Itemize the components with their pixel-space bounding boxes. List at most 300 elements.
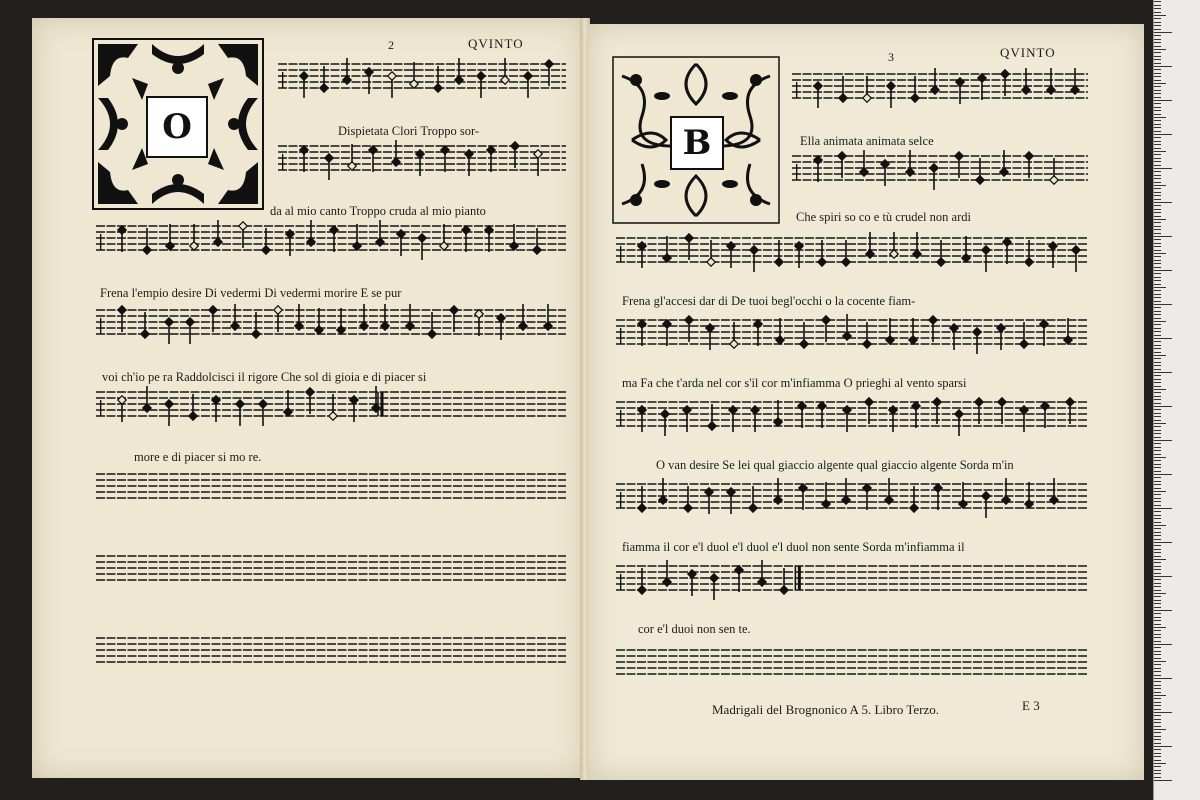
ruler-tick xyxy=(1154,617,1161,618)
ruler-tick xyxy=(1154,641,1161,642)
ruler-tick xyxy=(1154,141,1161,142)
lyric-line: cor e'l duoi non sen te. xyxy=(638,622,751,636)
ruler-tick xyxy=(1154,348,1161,349)
ruler-tick xyxy=(1154,501,1161,502)
music-staff xyxy=(96,216,566,266)
note xyxy=(465,150,473,176)
ruler-tick xyxy=(1154,42,1161,43)
ruler-tick xyxy=(1154,161,1161,162)
ruler-tick xyxy=(1154,712,1172,713)
ruler-tick xyxy=(1154,671,1161,672)
note xyxy=(706,324,714,350)
ruler-tick xyxy=(1154,542,1172,543)
ruler-tick xyxy=(1154,63,1161,64)
ruler-tick xyxy=(1154,182,1161,183)
ruler-tick xyxy=(1154,403,1161,404)
ruler-tick xyxy=(1154,511,1161,512)
note xyxy=(735,566,743,592)
ruler-tick xyxy=(1154,222,1161,223)
note xyxy=(118,396,126,422)
note xyxy=(962,236,970,262)
ruler-tick xyxy=(1154,450,1161,451)
note xyxy=(889,406,897,432)
note xyxy=(1003,238,1011,264)
ruler-tick xyxy=(1154,430,1161,431)
ruler-tick xyxy=(1154,590,1161,591)
ruler-tick xyxy=(1154,233,1161,234)
music-staff xyxy=(278,136,566,186)
ruler-tick xyxy=(1154,239,1161,240)
note xyxy=(978,74,986,100)
ruler-tick xyxy=(1154,566,1161,567)
note xyxy=(663,560,671,586)
ruler-tick xyxy=(1154,426,1161,427)
ruler-tick xyxy=(1154,692,1161,693)
note xyxy=(661,410,669,436)
note xyxy=(1020,406,1028,432)
ruler-tick xyxy=(1154,280,1161,281)
note xyxy=(118,226,126,252)
note xyxy=(860,150,868,176)
note xyxy=(388,72,396,98)
ruler-tick xyxy=(1154,494,1161,495)
ruler-tick xyxy=(1154,32,1172,33)
ruler-tick xyxy=(1154,729,1166,730)
note xyxy=(890,232,898,258)
note xyxy=(776,318,784,344)
music-staff xyxy=(616,556,1088,606)
note xyxy=(212,396,220,422)
note xyxy=(343,58,351,84)
ruler-tick xyxy=(1154,437,1161,438)
ruler-tick xyxy=(1154,664,1161,665)
ruler-tick xyxy=(1154,290,1161,291)
ruler-tick xyxy=(1154,165,1161,166)
note xyxy=(727,242,735,268)
ruler-tick xyxy=(1154,579,1161,580)
ruler-tick xyxy=(1154,80,1161,81)
ruler-tick xyxy=(1154,474,1172,475)
right-decorative-initial xyxy=(612,56,780,224)
ruler-tick xyxy=(1154,627,1166,628)
note xyxy=(982,492,990,518)
ruler-tick xyxy=(1154,556,1161,557)
svg-text:|: | xyxy=(618,325,624,344)
ruler-tick xyxy=(1154,732,1161,733)
note xyxy=(1002,478,1010,504)
note xyxy=(475,310,483,336)
note xyxy=(1025,482,1033,508)
ruler-tick xyxy=(1154,749,1161,750)
ruler-tick xyxy=(1154,209,1161,210)
ruler-tick xyxy=(1154,610,1172,611)
note xyxy=(485,226,493,252)
ruler-tick xyxy=(1154,352,1161,353)
ruler-tick xyxy=(1154,1,1161,2)
note xyxy=(758,560,766,586)
note xyxy=(416,150,424,176)
ruler-tick xyxy=(1154,518,1161,519)
note xyxy=(1050,478,1058,504)
ruler-tick xyxy=(1154,324,1161,325)
svg-text:|: | xyxy=(794,161,800,180)
ruler-tick xyxy=(1154,76,1161,77)
right-page-header: QVINTO xyxy=(1000,45,1056,60)
note xyxy=(818,402,826,428)
ruler-tick xyxy=(1154,460,1161,461)
ruler-tick xyxy=(1154,491,1166,492)
note xyxy=(325,154,333,180)
note xyxy=(418,234,426,260)
ruler-tick xyxy=(1154,86,1161,87)
ruler-tick xyxy=(1154,284,1161,285)
ruler-tick xyxy=(1154,386,1161,387)
ruler-tick xyxy=(1154,399,1161,400)
ruler-tick xyxy=(1154,770,1161,771)
svg-text:|: | xyxy=(618,571,624,590)
note xyxy=(544,304,552,330)
ruler-tick xyxy=(1154,743,1161,744)
note xyxy=(814,156,822,182)
ruler-tick xyxy=(1154,151,1166,152)
ruler-tick xyxy=(1154,647,1161,648)
note xyxy=(524,72,532,98)
ruler-tick xyxy=(1154,18,1161,19)
ruler-tick xyxy=(1154,250,1161,251)
svg-text:|: | xyxy=(98,397,104,416)
ruler-tick xyxy=(1154,277,1161,278)
ruler-tick xyxy=(1154,416,1161,417)
note xyxy=(638,320,646,346)
ruler-tick xyxy=(1154,365,1161,366)
lyric-line: da al mio canto Troppo cruda al mio pianto xyxy=(270,204,486,218)
music-staff xyxy=(96,628,566,678)
ruler-tick xyxy=(1154,552,1161,553)
music-staff xyxy=(616,310,1088,360)
ruler-tick xyxy=(1154,253,1166,254)
note xyxy=(886,318,894,344)
music-staff xyxy=(278,54,566,104)
music-staff xyxy=(616,392,1088,442)
ruler-tick xyxy=(1154,681,1161,682)
note xyxy=(959,482,967,508)
note xyxy=(1040,320,1048,346)
note xyxy=(295,304,303,330)
ruler-tick xyxy=(1154,358,1161,359)
music-staff xyxy=(616,228,1088,278)
ruler-tick xyxy=(1154,8,1161,9)
note xyxy=(315,308,323,334)
ruler-tick xyxy=(1154,216,1161,217)
ruler-tick xyxy=(1154,110,1161,111)
note xyxy=(360,304,368,330)
note xyxy=(885,478,893,504)
ruler-tick xyxy=(1154,263,1161,264)
ruler-tick xyxy=(1154,158,1161,159)
ruler-tick xyxy=(1154,600,1161,601)
note xyxy=(214,220,222,246)
note xyxy=(1000,150,1008,176)
note xyxy=(912,402,920,428)
ruler-tick xyxy=(1154,705,1161,706)
note xyxy=(186,318,194,344)
ruler-tick xyxy=(1154,658,1161,659)
lyric-line: ma Fa che t'arda nel cor s'il cor m'infiamma O prieghi al vento sparsi xyxy=(622,376,967,390)
note xyxy=(881,160,889,186)
ruler-tick xyxy=(1154,331,1161,332)
ruler-tick xyxy=(1154,168,1172,169)
ruler-tick xyxy=(1154,314,1161,315)
ruler-tick xyxy=(1154,471,1161,472)
ruler-tick xyxy=(1154,246,1161,247)
note xyxy=(843,406,851,432)
note xyxy=(143,386,151,412)
note xyxy=(688,570,696,596)
note xyxy=(997,324,1005,350)
ruler-tick xyxy=(1154,420,1161,421)
left-decorative-initial xyxy=(92,38,264,210)
measurement-ruler xyxy=(1153,0,1200,800)
ruler-tick xyxy=(1154,481,1161,482)
ruler-tick xyxy=(1154,273,1161,274)
signature-mark: E 3 xyxy=(1022,698,1040,713)
ruler-tick xyxy=(1154,695,1166,696)
ruler-tick xyxy=(1154,137,1161,138)
ruler-tick xyxy=(1154,780,1172,781)
note xyxy=(887,82,895,108)
ruler-tick xyxy=(1154,573,1161,574)
ruler-tick xyxy=(1154,522,1161,523)
ruler-tick xyxy=(1154,90,1161,91)
ruler-tick xyxy=(1154,243,1161,244)
ruler-tick xyxy=(1154,688,1161,689)
ruler-tick xyxy=(1154,56,1161,57)
ruler-tick xyxy=(1154,328,1161,329)
note xyxy=(406,304,414,330)
ruler-tick xyxy=(1154,423,1166,424)
ruler-tick xyxy=(1154,756,1161,757)
note xyxy=(348,144,356,170)
note xyxy=(372,386,380,412)
note xyxy=(906,150,914,176)
ruler-tick xyxy=(1154,698,1161,699)
ruler-tick xyxy=(1154,185,1166,186)
lyric-line: Dispietata Clori Troppo sor- xyxy=(338,124,480,138)
note xyxy=(259,400,267,426)
ruler-tick xyxy=(1154,307,1161,308)
ruler-tick xyxy=(1154,457,1166,458)
ruler-tick xyxy=(1154,576,1172,577)
lyric-line: voi ch'io pe ra Raddolcisci il rigore Che sol di gioia e di piacer si xyxy=(102,370,427,384)
note xyxy=(462,226,470,252)
ruler-tick xyxy=(1154,525,1166,526)
ruler-tick xyxy=(1154,219,1166,220)
note xyxy=(909,318,917,344)
music-staff xyxy=(616,474,1088,524)
ruler-tick xyxy=(1154,739,1161,740)
note xyxy=(284,390,292,416)
note xyxy=(519,304,527,330)
ruler-tick xyxy=(1154,773,1161,774)
ruler-tick xyxy=(1154,369,1161,370)
ruler-tick xyxy=(1154,709,1161,710)
note xyxy=(381,304,389,330)
ruler-tick xyxy=(1154,593,1166,594)
lyric-line: more e di piacer si mo re. xyxy=(134,450,262,464)
ruler-tick xyxy=(1154,341,1161,342)
note xyxy=(307,220,315,246)
ruler-tick xyxy=(1154,409,1161,410)
ruler-tick xyxy=(1154,131,1161,132)
ruler-tick xyxy=(1154,117,1166,118)
ruler-tick xyxy=(1154,586,1161,587)
ruler-tick xyxy=(1154,736,1161,737)
ruler-tick xyxy=(1154,52,1161,53)
svg-text:|: | xyxy=(618,243,624,262)
ruler-tick xyxy=(1154,760,1161,761)
ruler-tick xyxy=(1154,114,1161,115)
note xyxy=(727,488,735,514)
note xyxy=(510,224,518,250)
ruler-tick xyxy=(1154,467,1161,468)
ruler-tick xyxy=(1154,488,1161,489)
ruler-tick xyxy=(1154,311,1161,312)
ruler-tick xyxy=(1154,260,1161,261)
ruler-tick xyxy=(1154,464,1161,465)
ruler-tick xyxy=(1154,559,1166,560)
ruler-tick xyxy=(1154,93,1161,94)
note xyxy=(487,146,495,172)
ruler-tick xyxy=(1154,382,1161,383)
note xyxy=(1047,68,1055,94)
ruler-tick xyxy=(1154,596,1161,597)
note xyxy=(729,406,737,432)
ruler-tick xyxy=(1154,205,1161,206)
ruler-tick xyxy=(1154,39,1161,40)
ruler-tick xyxy=(1154,447,1161,448)
note xyxy=(863,484,871,510)
svg-text:|: | xyxy=(98,231,104,250)
note xyxy=(799,484,807,510)
ruler-tick xyxy=(1154,715,1161,716)
note xyxy=(683,406,691,432)
ruler-tick xyxy=(1154,59,1161,60)
ruler-tick xyxy=(1154,35,1161,36)
svg-text:|: | xyxy=(280,69,286,88)
ruler-tick xyxy=(1154,644,1172,645)
note xyxy=(663,236,671,262)
ruler-tick xyxy=(1154,753,1161,754)
note xyxy=(501,58,509,84)
note xyxy=(1022,68,1030,94)
svg-text:|: | xyxy=(618,407,624,426)
ruler-tick xyxy=(1154,97,1161,98)
lyric-line: fiamma il cor e'l duol e'l duol e'l duol non sente Sorda m'infiamma il xyxy=(622,540,965,554)
note xyxy=(913,232,921,258)
ruler-tick xyxy=(1154,103,1161,104)
ruler-tick xyxy=(1154,562,1161,563)
ruler-tick xyxy=(1154,256,1161,257)
ruler-tick xyxy=(1154,134,1172,135)
ruler-tick xyxy=(1154,188,1161,189)
ruler-tick xyxy=(1154,620,1161,621)
ruler-tick xyxy=(1154,392,1161,393)
music-staff xyxy=(792,64,1088,114)
left-page-number: 2 xyxy=(388,38,394,52)
lyric-line: Che spiri so co e tù crudel non ardi xyxy=(796,210,971,224)
ruler-tick xyxy=(1154,443,1161,444)
ruler-tick xyxy=(1154,5,1161,6)
note xyxy=(350,396,358,422)
lyric-line: Frena l'empio desire Di vedermi Di vedermi morire E se pur xyxy=(100,286,402,300)
lyric-line: Frena gl'accesi dar di De tuoi begl'occhi o la cocente fiam- xyxy=(622,294,916,308)
music-staff xyxy=(616,640,1088,690)
ruler-tick xyxy=(1154,763,1166,764)
ruler-tick xyxy=(1154,396,1161,397)
note xyxy=(754,320,762,346)
ruler-tick xyxy=(1154,668,1161,669)
ruler-tick xyxy=(1154,127,1161,128)
ruler-tick xyxy=(1154,722,1161,723)
note xyxy=(477,72,485,98)
ruler-tick xyxy=(1154,236,1172,237)
ruler-tick xyxy=(1154,624,1161,625)
ruler-tick xyxy=(1154,766,1161,767)
ruler-tick xyxy=(1154,654,1161,655)
ruler-tick xyxy=(1154,484,1161,485)
svg-text:|: | xyxy=(618,489,624,508)
music-staff xyxy=(96,300,566,350)
lyric-line: Ella animata animata selce xyxy=(800,134,934,148)
ruler-tick xyxy=(1154,406,1172,407)
ruler-tick xyxy=(1154,15,1166,16)
ruler-tick xyxy=(1154,304,1172,305)
note xyxy=(455,58,463,84)
ruler-tick xyxy=(1154,355,1166,356)
note xyxy=(934,484,942,510)
ruler-tick xyxy=(1154,702,1161,703)
ruler-tick xyxy=(1154,413,1161,414)
ruler-tick xyxy=(1154,685,1161,686)
note xyxy=(822,482,830,508)
ruler-tick xyxy=(1154,148,1161,149)
ruler-tick xyxy=(1154,83,1166,84)
ruler-tick xyxy=(1154,389,1166,390)
note xyxy=(165,318,173,344)
ruler-tick xyxy=(1154,202,1172,203)
note xyxy=(842,478,850,504)
svg-text:|: | xyxy=(280,151,286,170)
note xyxy=(774,478,782,504)
ruler-tick xyxy=(1154,107,1161,108)
ruler-tick xyxy=(1154,746,1172,747)
ruler-tick xyxy=(1154,178,1161,179)
ruler-tick xyxy=(1154,583,1161,584)
note xyxy=(798,402,806,428)
music-staff xyxy=(792,146,1088,196)
ruler-tick xyxy=(1154,515,1161,516)
note xyxy=(750,246,758,272)
ruler-tick xyxy=(1154,508,1172,509)
ruler-tick xyxy=(1154,440,1172,441)
ruler-tick xyxy=(1154,192,1161,193)
ruler-tick xyxy=(1154,12,1161,13)
ruler-tick xyxy=(1154,637,1161,638)
note xyxy=(814,82,822,108)
svg-text:|: | xyxy=(794,79,800,98)
ruler-tick xyxy=(1154,294,1161,295)
ruler-tick xyxy=(1154,270,1172,271)
